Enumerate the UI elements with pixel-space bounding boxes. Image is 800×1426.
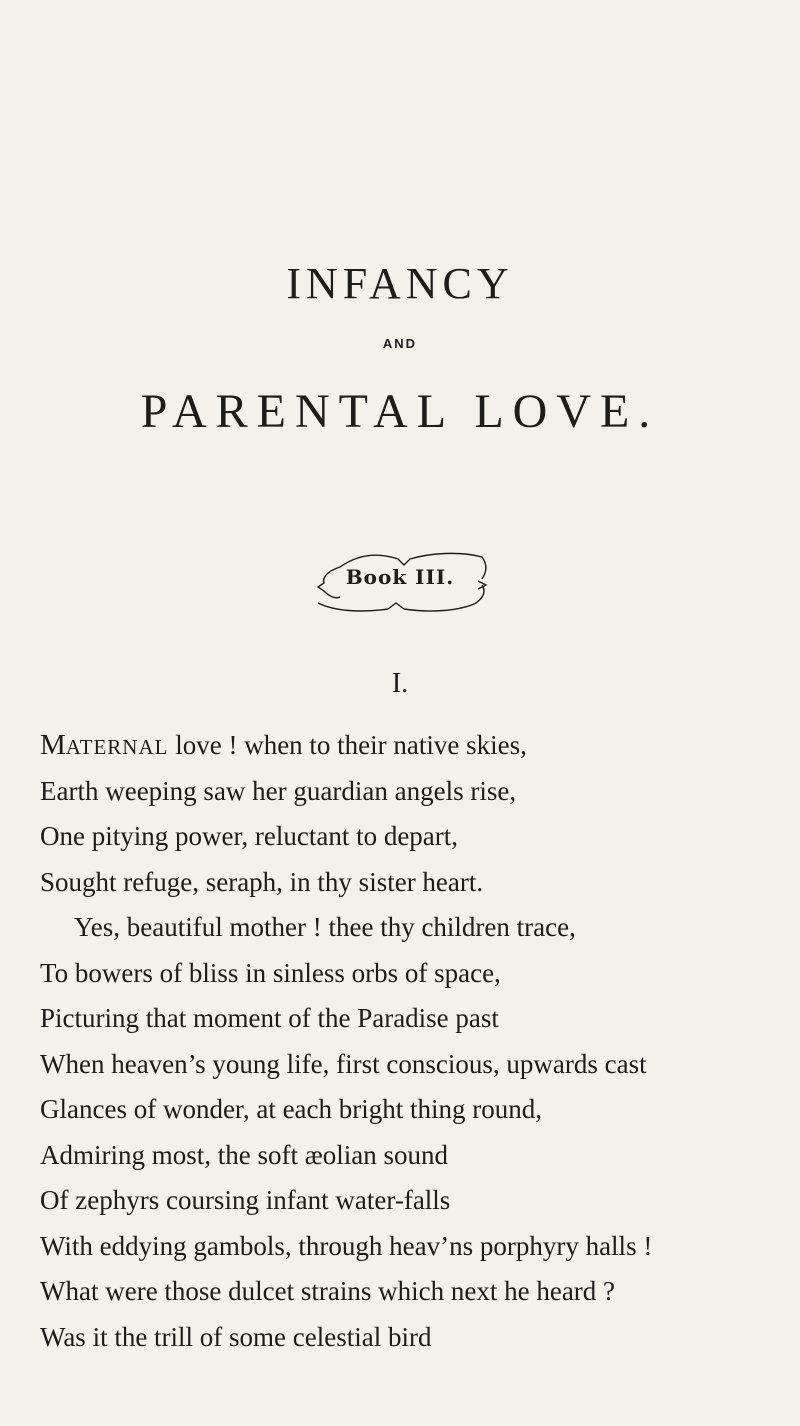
poem-stanza	[40, 723, 800, 1360]
small-caps-word: ATERNAL	[65, 735, 169, 759]
drop-initial: M	[40, 729, 66, 761]
poem-line: Sought refuge, seraph, in thy sister heart.	[40, 866, 484, 897]
poem-line: Admiring most, the soft æolian sound	[40, 1139, 448, 1170]
title-conjunction: AND	[382, 336, 418, 351]
poem-line: Was it the trill of some celestial bird	[40, 1321, 432, 1352]
poem-line: Earth weeping saw her guardian angels rise,	[40, 775, 517, 806]
section-number: I.	[391, 668, 409, 699]
poem-line-text: love ! when to their native skies,	[168, 730, 527, 760]
book-number-label: Book III.	[345, 565, 455, 589]
poem-line: When heaven’s young life, first conscious, upwards cast	[40, 1048, 647, 1079]
poem-line: With eddying gambols, through heav’ns porphyry halls !	[40, 1230, 653, 1261]
poem-line: What were those dulcet strains which next he heard ?	[40, 1276, 616, 1306]
title-parental-love: PARENTAL LOVE.	[140, 385, 660, 438]
poem-line: One pitying power, reluctant to depart,	[40, 821, 459, 851]
poem-line: Yes, beautiful mother ! thee thy children trace,	[74, 912, 576, 942]
poem-line: Glances of wonder, at each bright thing round,	[40, 1094, 543, 1124]
poem-line	[40, 723, 800, 769]
title-infancy: INFANCY	[286, 259, 514, 308]
poem-line: Of zephyrs coursing infant water-falls	[40, 1185, 451, 1215]
poem-line: To bowers of bliss in sinless orbs of space,	[40, 957, 501, 988]
poem-line: Picturing that moment of the Paradise past	[40, 1003, 499, 1033]
